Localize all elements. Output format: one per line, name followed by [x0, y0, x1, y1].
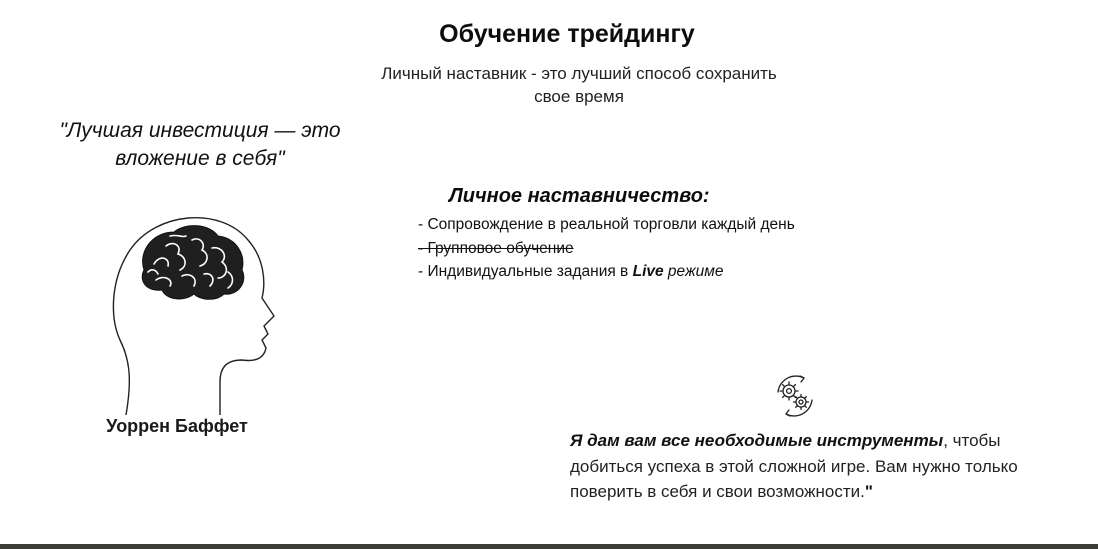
quote-author: Уоррен Баффет [106, 416, 248, 436]
list-item: - Сопровождение в реальной торговли каждый день [418, 216, 795, 233]
investment-quote: "Лучшая инвестиция — это вложение в себя" [59, 119, 341, 170]
mentorship-title: Личное наставничество: [449, 185, 710, 207]
tools-rest: , чтобы добиться успеха в этой сложной игре. Вам нужно только поверить в себя и свои возможности. [570, 431, 1018, 501]
list-item-suffix: режиме [663, 263, 724, 280]
mentorship-list [418, 213, 795, 284]
page-title: Обучение трейдингу [439, 20, 695, 48]
footer-bar [0, 544, 1098, 549]
live-label: Live [632, 263, 664, 280]
page-subtitle: Личный наставник - это лучший способ сохранить свое время [381, 64, 777, 106]
tools-lead: Я дам вам все необходимые инструменты [570, 431, 944, 450]
head-with-brain-icon [108, 210, 278, 415]
list-item-prefix: - Индивидуальные задания в [418, 263, 633, 280]
gears-icon [770, 372, 820, 420]
list-item [418, 260, 795, 284]
tools-promise [570, 428, 1070, 505]
closing-quote-mark: " [864, 482, 873, 501]
list-item: - Групповое обучение [418, 239, 574, 257]
